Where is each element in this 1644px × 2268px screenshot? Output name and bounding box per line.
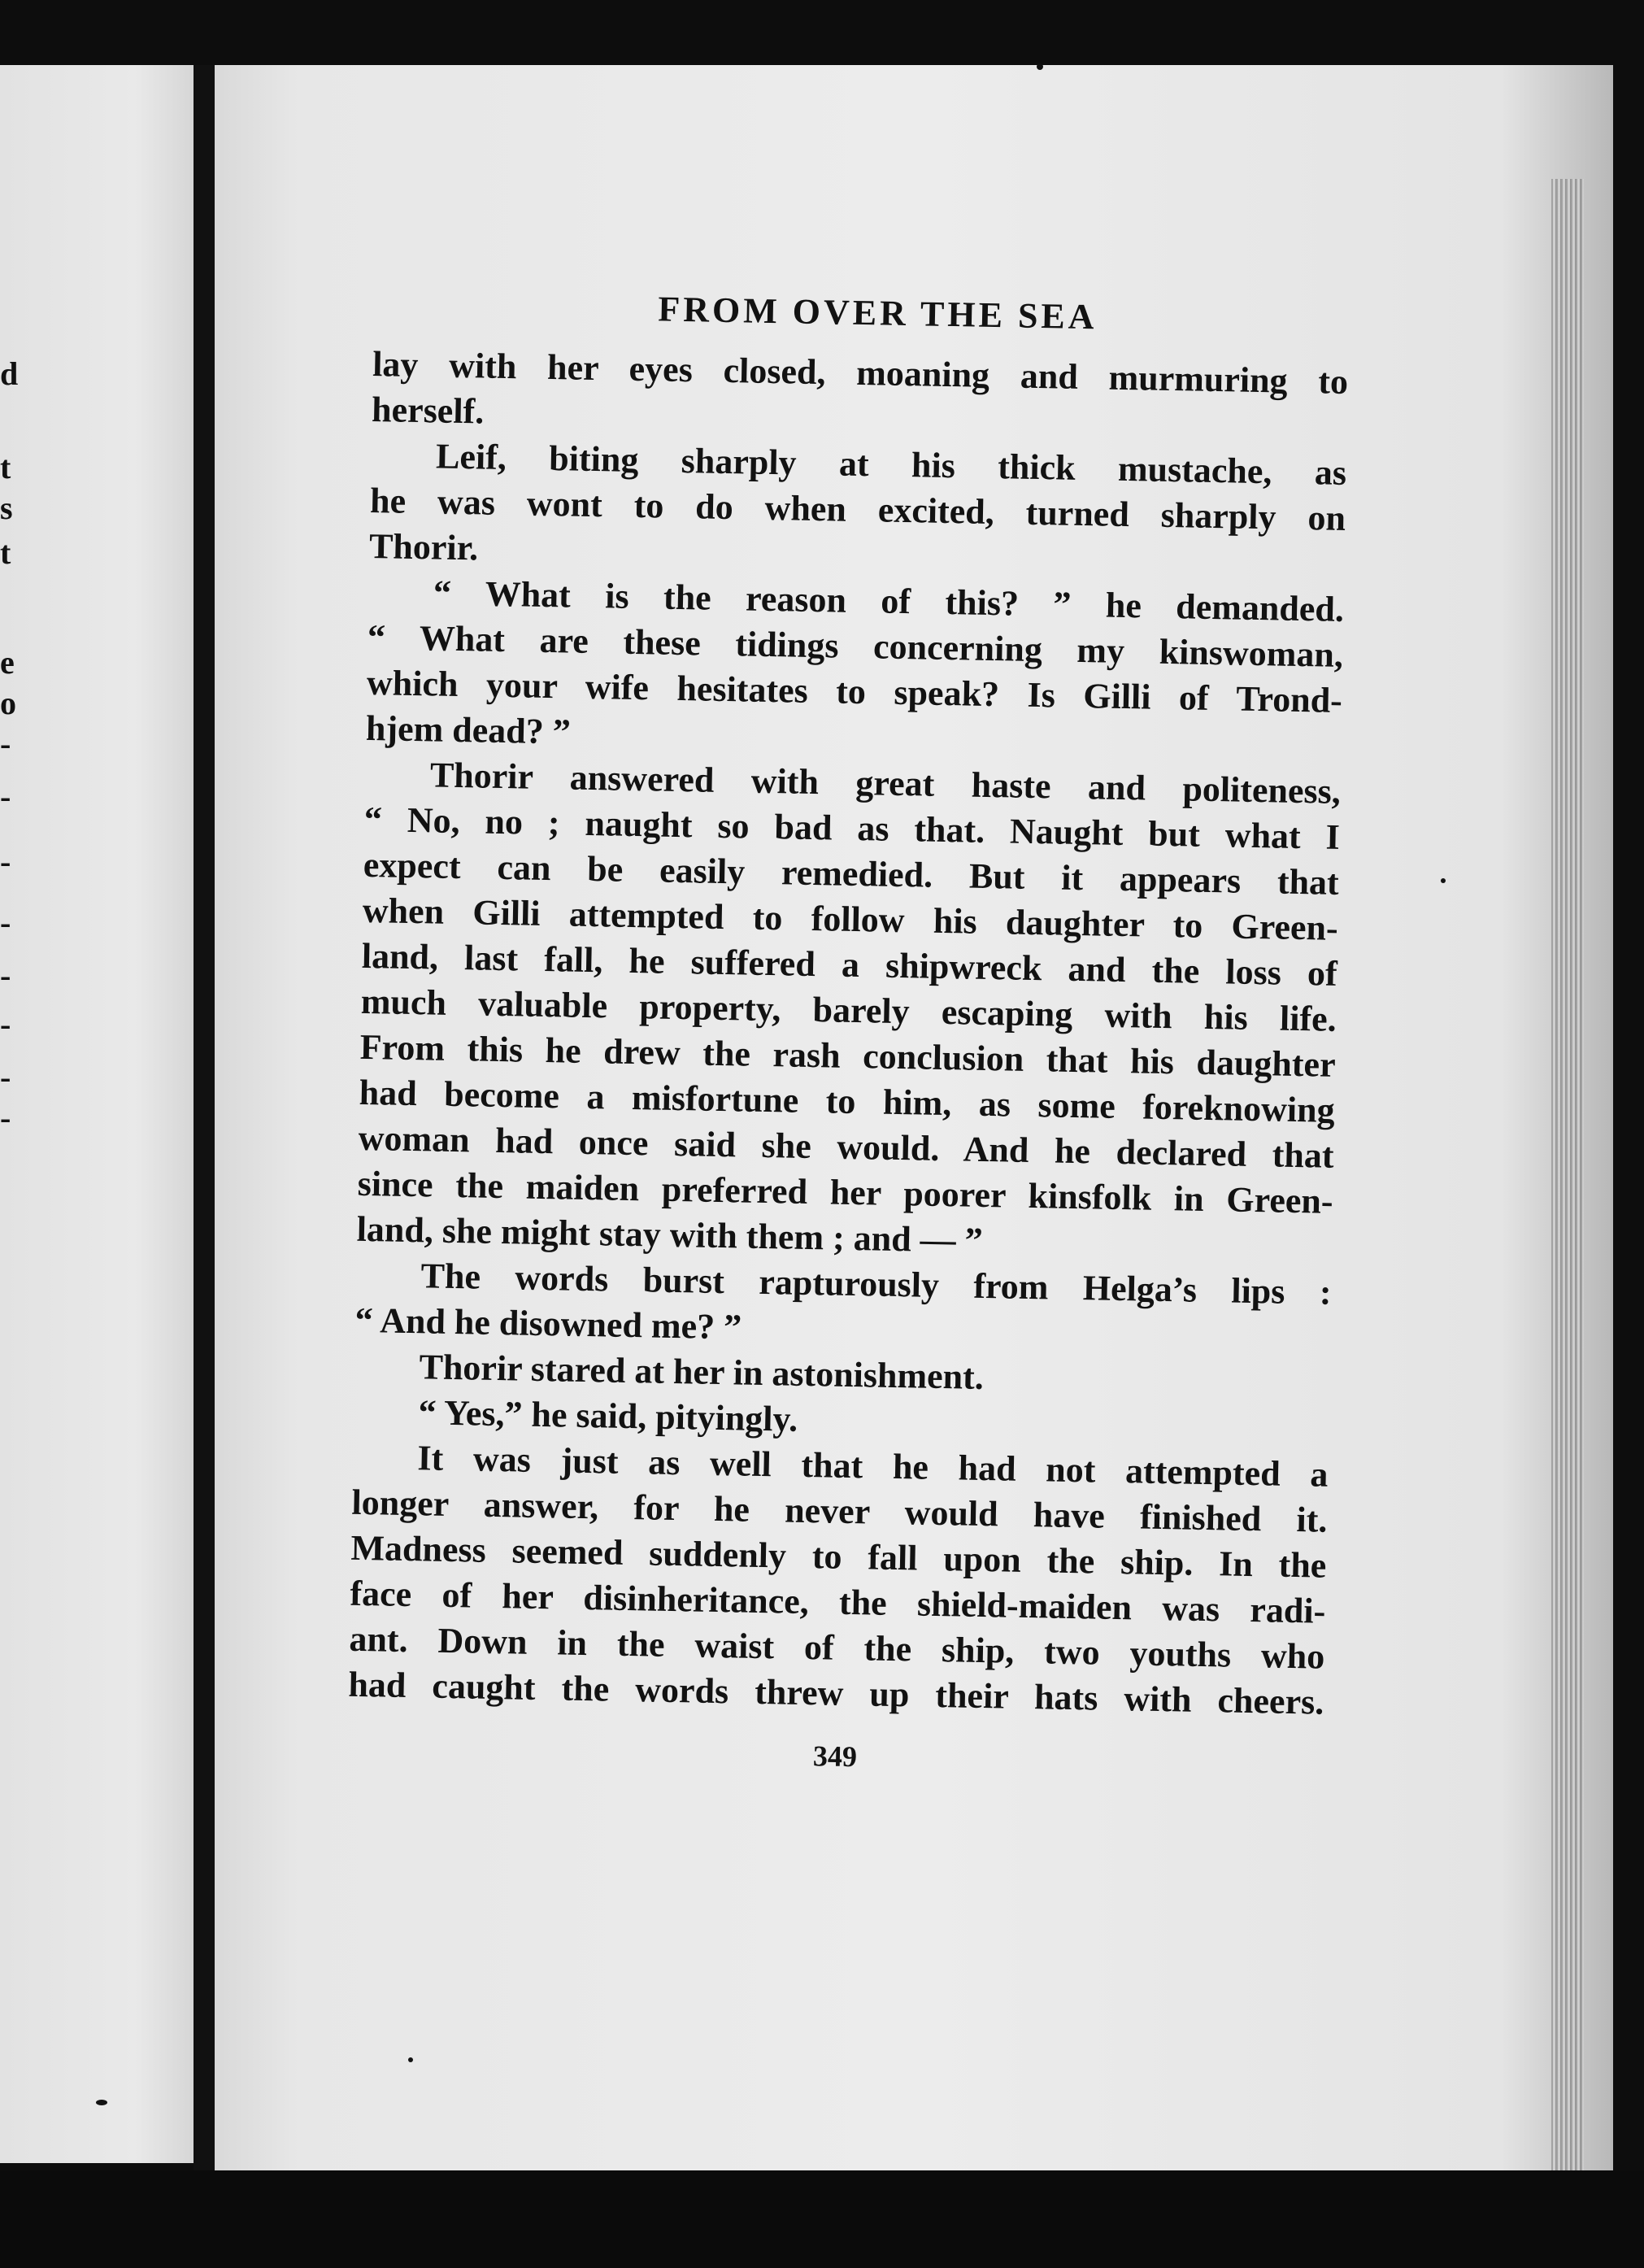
text-line: “ No, no ; naught so bad as that. Naught but what I [363,799,1341,858]
text-line: Madness seemed suddenly to fall upon the ship. In the [350,1528,1327,1587]
page-edges [1551,179,1584,2228]
text-line: From this he drew the rash conclusion that his daughter [359,1027,1337,1086]
text-line: woman had once said she would. And he declared that [358,1118,1335,1177]
text-line: which your wife hesitates to speak? Is Gilli of Trond- [366,663,1343,721]
text-line: “ And he disowned me? ” [354,1300,742,1347]
left-page-edge-char: - [0,1099,11,1136]
text-line: he was wont to do when excited, turned sharply on [369,481,1346,539]
text-line: Thorir. [368,526,479,568]
left-page [0,65,194,2163]
body-text [348,342,1349,1726]
text-line: when Gilli attempted to follow his daughter to Green- [362,890,1339,949]
text-line: The words burst rapturously from Helga’s lips : [420,1256,1332,1313]
page-number: 349 [812,1739,858,1774]
text-line: had become a misfortune to him, as some foreknowing [359,1073,1336,1131]
text-line: had caught the words threw up their hats with cheers. [347,1665,1324,1723]
text-line: land, last fall, he suffered a shipwreck and the loss of [361,936,1338,995]
text-line: expect can be easily remedied. But it appears that [363,845,1340,903]
text-line: herself. [371,390,485,432]
scan-bottom-shadow [0,2170,1644,2268]
dust-speck [1037,63,1043,70]
text-line: much valuable property, barely escaping with his life. [360,982,1337,1040]
text-line: hjem dead? ” [365,708,572,752]
text-line: ant. Down in the waist of the ship, two youths who [349,1619,1325,1678]
text-line: It was just as well that he had not attempted a [417,1438,1329,1495]
text-line: “ Yes,” he said, pityingly. [418,1392,798,1440]
left-page-edge-char: s [0,490,13,526]
text-line: “ What is the reason of this? ” he demanded. [433,572,1345,630]
text-line: Leif, biting sharply at his thick mustache, as [435,436,1347,494]
text-line: land, she might stay with them ; and — ” [356,1209,984,1261]
left-page-edge-char: - [0,957,11,994]
gutter-shadow [194,65,215,2179]
text-line: Thorir answered with great haste and politeness, [429,755,1342,812]
text-line: “ What are these tidings concerning my kinswoman, [367,617,1344,676]
dust-speck [1441,878,1446,883]
left-page-edge-char: - [0,904,11,941]
left-page-edge-char: d [0,355,19,392]
left-page-edge-char: e [0,644,15,681]
text-line: since the maiden preferred her poorer kinsfolk in Green- [357,1164,1333,1222]
text-line: face of her disinheritance, the shield-maiden was radi- [350,1574,1326,1632]
page-text-block [347,285,1350,1783]
left-page-edge-char: - [0,725,11,762]
text-line: Thorir stared at her in astonishment. [419,1347,985,1398]
text-line: longer answer, for he never would have finished it. [351,1482,1328,1541]
left-page-edge-char: t [0,449,11,485]
left-page-edge-char: - [0,843,11,880]
left-page-edge-char: o [0,685,16,721]
running-head: FROM OVER THE SEA [657,289,1098,337]
left-page-edge-char: - [0,1059,11,1095]
text-line: lay with her eyes closed, moaning and murmuring to [372,344,1349,403]
left-page-edge-char: t [0,534,11,571]
left-page-edge-char: - [0,1006,11,1043]
left-page-edge-char: - [0,778,11,815]
dust-speck [408,2057,413,2062]
dust-speck [96,2100,107,2105]
